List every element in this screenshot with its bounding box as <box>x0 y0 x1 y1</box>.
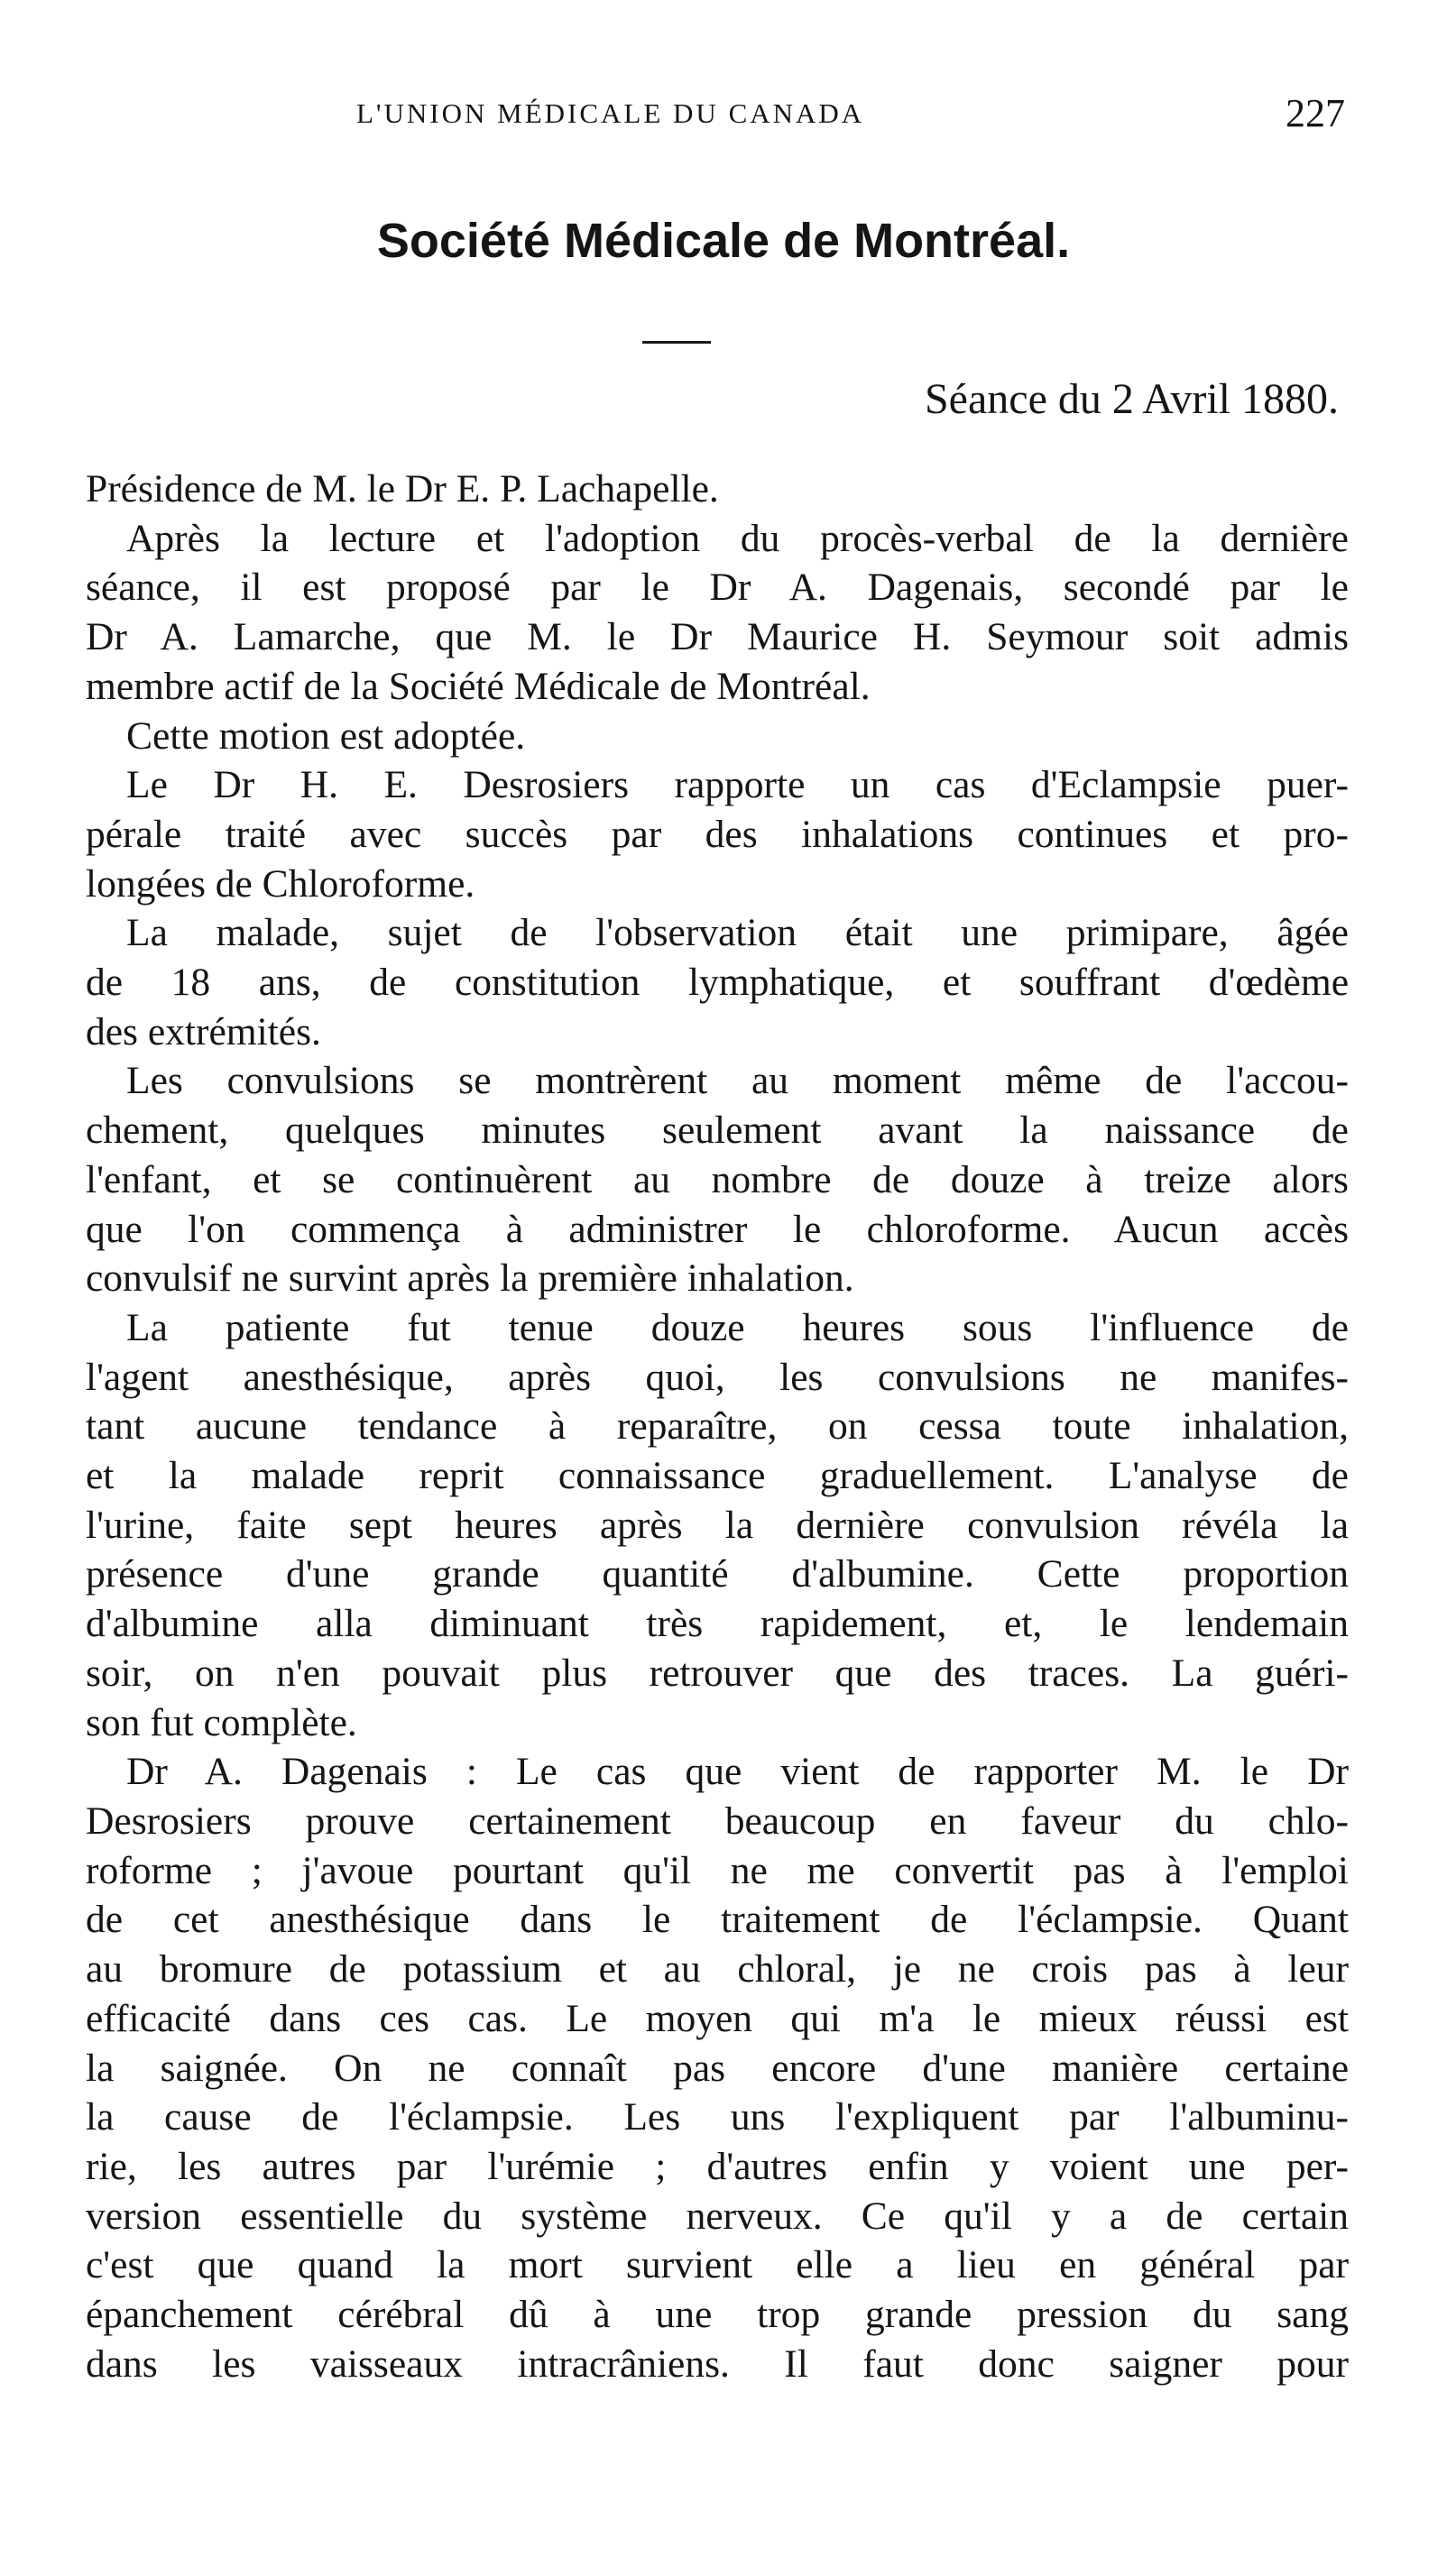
text-line: que l'on commença à administrer le chloroforme. Aucun accès <box>86 1207 1349 1251</box>
text-line: la cause de l'éclampsie. Les uns l'expliquent par l'albuminu- <box>86 2095 1349 2139</box>
text-line: soir, on n'en pouvait plus retrouver que des traces. La guéri- <box>86 1651 1349 1695</box>
text-line: de 18 ans, de constitution lymphatique, et souffrant d'œdème <box>86 961 1349 1005</box>
text-line: Cette motion est adoptée. <box>126 713 526 758</box>
text-line: La malade, sujet de l'observation était une primipare, âgée <box>126 911 1349 955</box>
running-header: L'UNION MÉDICALE DU CANADA <box>356 97 865 129</box>
text-line: et la malade reprit connaissance graduellement. L'analyse de <box>86 1454 1349 1498</box>
text-line: Les convulsions se montrèrent au moment même de l'accou- <box>126 1059 1349 1103</box>
text-line: l'urine, faite sept heures après la dernière convulsion révéla la <box>86 1503 1349 1547</box>
text-line: convulsif ne survint après la première inhalation. <box>86 1256 854 1301</box>
text-line: c'est que quand la mort survient elle a lieu en général par <box>86 2243 1349 2287</box>
text-line: dans les vaisseaux intracrâniens. Il faut donc saigner pour <box>86 2341 1349 2386</box>
text-line: séance, il est proposé par le Dr A. Dagenais, secondé par le <box>86 566 1349 610</box>
body-text <box>86 465 1349 2388</box>
text-line: des extrémités. <box>86 1009 321 1053</box>
text-line: Après la lecture et l'adoption du procès-verbal de la dernière <box>126 516 1349 560</box>
text-line: l'enfant, et se continuèrent au nombre de douze à treize alors <box>86 1157 1349 1201</box>
text-line: version essentielle du système nerveux. Ce qu'il y a de certain <box>86 2194 1349 2238</box>
text-line: chement, quelques minutes seulement avant la naissance de <box>86 1109 1349 1153</box>
text-line: longées de Chloroforme. <box>86 861 475 906</box>
text-line: Présidence de M. le Dr E. P. Lachapelle. <box>86 467 719 511</box>
text-line: Desrosiers prouve certainement beaucoup en faveur du chlo- <box>86 1799 1349 1843</box>
text-line: Le Dr H. E. Desrosiers rapporte un cas d'Eclampsie puer- <box>126 763 1349 807</box>
text-line: épanchement cérébral dû à une trop grande pression du sang <box>86 2293 1349 2337</box>
page-number: 227 <box>1286 91 1345 135</box>
text-line: la saignée. On ne connaît pas encore d'une manière certaine <box>86 2046 1349 2090</box>
text-line: l'agent anesthésique, après quoi, les convulsions ne manifes- <box>86 1355 1349 1399</box>
title-rule <box>642 341 711 344</box>
text-line: La patiente fut tenue douze heures sous l'influence de <box>126 1305 1349 1349</box>
text-line: de cet anesthésique dans le traitement de l'éclampsie. Quant <box>86 1898 1349 1942</box>
text-line: au bromure de potassium et au chloral, je ne crois pas à leur <box>86 1947 1349 1992</box>
text-line: Dr A. Dagenais : Le cas que vient de rapporter M. le Dr <box>126 1750 1349 1794</box>
text-line: efficacité dans ces cas. Le moyen qui m'a le mieux réussi est <box>86 1996 1349 2040</box>
text-line: pérale traité avec succès par des inhalations continues et pro- <box>86 812 1349 856</box>
text-line: membre actif de la Société Médicale de Montréal. <box>86 664 871 708</box>
text-line: tant aucune tendance à reparaître, on cessa toute inhalation, <box>86 1404 1349 1449</box>
text-line: son fut complète. <box>86 1700 357 1744</box>
text-line: rie, les autres par l'urémie ; d'autres enfin y voient une per- <box>86 2144 1349 2188</box>
text-line: Dr A. Lamarche, que M. le Dr Maurice H. Seymour soit admis <box>86 615 1349 659</box>
text-line: présence d'une grande quantité d'albumine. Cette proportion <box>86 1552 1349 1596</box>
section-title: Société Médicale de Montréal. <box>376 214 1071 268</box>
text-line: d'albumine alla diminuant très rapidement, et, le lendemain <box>86 1602 1349 1646</box>
seance-date: Séance du 2 Avril 1880. <box>924 375 1339 423</box>
text-line: roforme ; j'avoue pourtant qu'il ne me convertit pas à l'emploi <box>86 1848 1349 1892</box>
